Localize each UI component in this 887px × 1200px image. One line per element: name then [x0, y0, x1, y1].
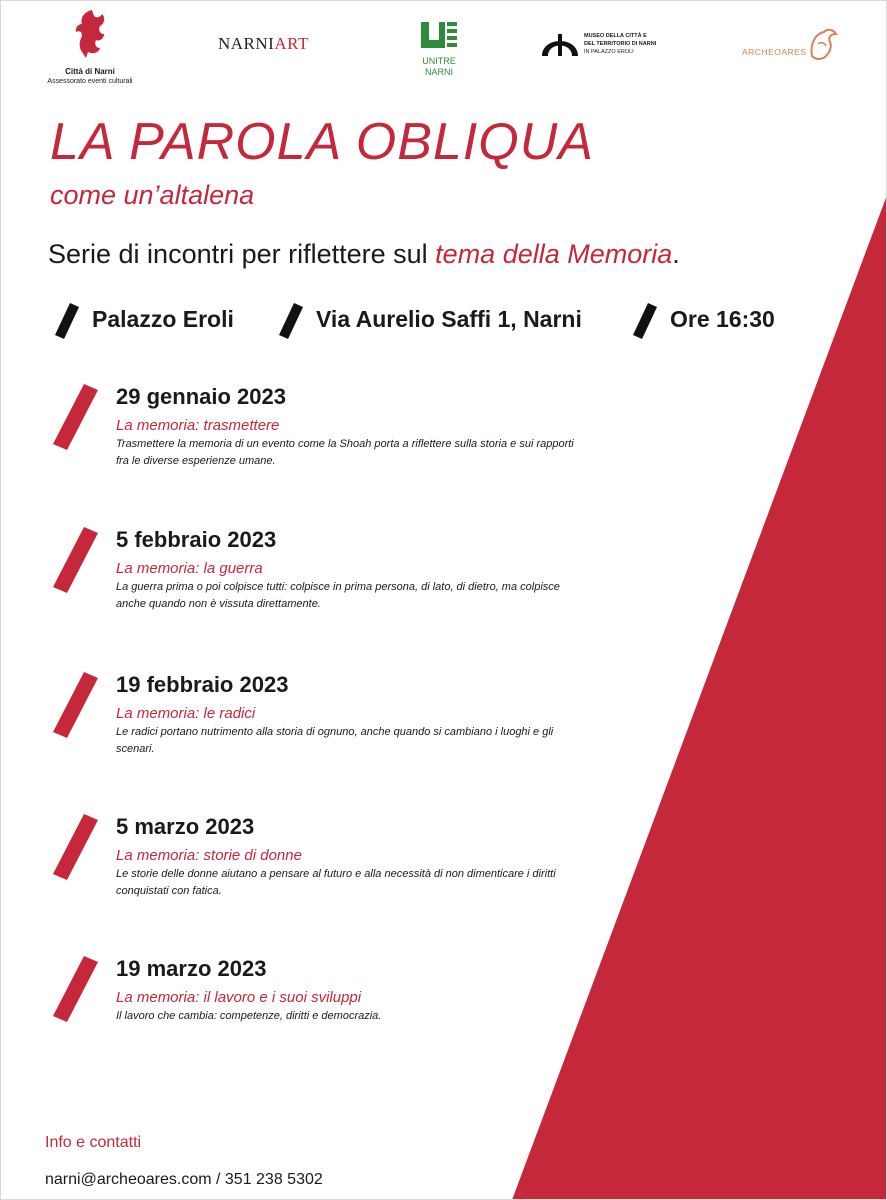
page-subtitle: come un’altalena — [50, 180, 255, 210]
event-date: 5 marzo 2023 — [116, 814, 255, 839]
event-theme: La memoria: storie di donne — [116, 847, 302, 864]
unitre-logo — [412, 20, 466, 77]
event-item — [52, 956, 612, 1046]
tagline — [48, 239, 680, 270]
red-slash-icon — [52, 527, 102, 595]
event-theme: La memoria: trasmettere — [116, 417, 280, 434]
event-date: 19 marzo 2023 — [116, 956, 267, 981]
address-label: Via Aurelio Saffi 1, Narni — [316, 306, 582, 332]
contacts-separator: / — [211, 1171, 225, 1188]
unitre-mark-icon — [419, 20, 459, 50]
narniart-part2: ART — [274, 34, 309, 53]
citta-di-narni-logo — [40, 8, 140, 85]
event-description: Trasmettere la memoria di un evento come la Shoah porta a riflettere sulla storia e sui rapporti fra le diverse esperienze umane. — [116, 438, 574, 467]
event-theme: La memoria: il lavoro e i suoi sviluppi — [116, 989, 362, 1006]
archeoares-name: ARCHEOARES — [742, 47, 807, 57]
event-description: Le storie delle donne aiutano a pensare al futuro e alla necessità di non dimenticare i diritti conquistati con fatica. — [116, 868, 556, 897]
contacts-line — [45, 1171, 323, 1189]
time-label: Ore 16:30 — [670, 306, 775, 332]
slash-icon — [52, 303, 82, 339]
event-item — [52, 527, 612, 617]
museo-line2: DEL TERRITORIO DI NARNI — [584, 41, 657, 47]
red-slash-icon — [52, 384, 102, 452]
narniart-logo — [218, 34, 309, 54]
narniart-part1: NARNI — [218, 34, 275, 53]
red-slash-icon — [52, 814, 102, 882]
event-item — [52, 672, 612, 762]
event-date: 29 gennaio 2023 — [116, 384, 286, 409]
phone-link[interactable]: 351 238 5302 — [224, 1171, 323, 1188]
griffin-crest-icon — [70, 8, 110, 60]
warrior-helmet-icon — [806, 26, 838, 62]
venue-label: Palazzo Eroli — [92, 306, 234, 332]
slash-icon — [630, 303, 660, 339]
unitre-line2: NARNI — [424, 67, 453, 77]
event-date: 19 febbraio 2023 — [116, 672, 289, 697]
page-title: LA PAROLA OBLIQUA — [50, 113, 594, 171]
event-theme: La memoria: le radici — [116, 705, 256, 722]
event-theme: La memoria: la guerra — [116, 560, 263, 577]
email-link[interactable]: narni@archeoares.com — [45, 1171, 212, 1188]
unitre-line1: UNITRE — [422, 56, 456, 66]
narni-logo-line1: Città di Narni — [65, 67, 115, 76]
tagline-suffix: . — [672, 239, 680, 269]
event-description: Il lavoro che cambia: competenze, diritti e democrazia. — [116, 1010, 382, 1022]
event-description: Le radici portano nutrimento alla storia di ognuno, anche quando si cambiano i luoghi e gli scenari. — [116, 726, 554, 755]
event-date: 5 febbraio 2023 — [116, 527, 277, 552]
museo-logo — [540, 28, 710, 63]
info-contacts-heading: Info e contatti — [45, 1134, 142, 1151]
museo-line3: IN PALAZZO EROLI — [584, 49, 634, 55]
slash-icon — [276, 303, 306, 339]
museo-line1: MUSEO DELLA CITTÀ E — [584, 33, 647, 39]
red-slash-icon — [52, 672, 102, 740]
event-description: La guerra prima o poi colpisce tutti: colpisce in prima persona, di lato, di dietro, ma colpisce anche quando non è vissuta direttamente. — [116, 581, 560, 610]
event-item — [52, 814, 612, 904]
arch-icon — [540, 28, 580, 58]
tagline-prefix: Serie di incontri per riflettere sul — [48, 239, 436, 269]
narni-logo-line2: Assessorato eventi culturali — [47, 78, 133, 85]
event-item — [52, 384, 612, 474]
tagline-highlight: tema della Memoria — [435, 239, 673, 269]
red-slash-icon — [52, 956, 102, 1024]
